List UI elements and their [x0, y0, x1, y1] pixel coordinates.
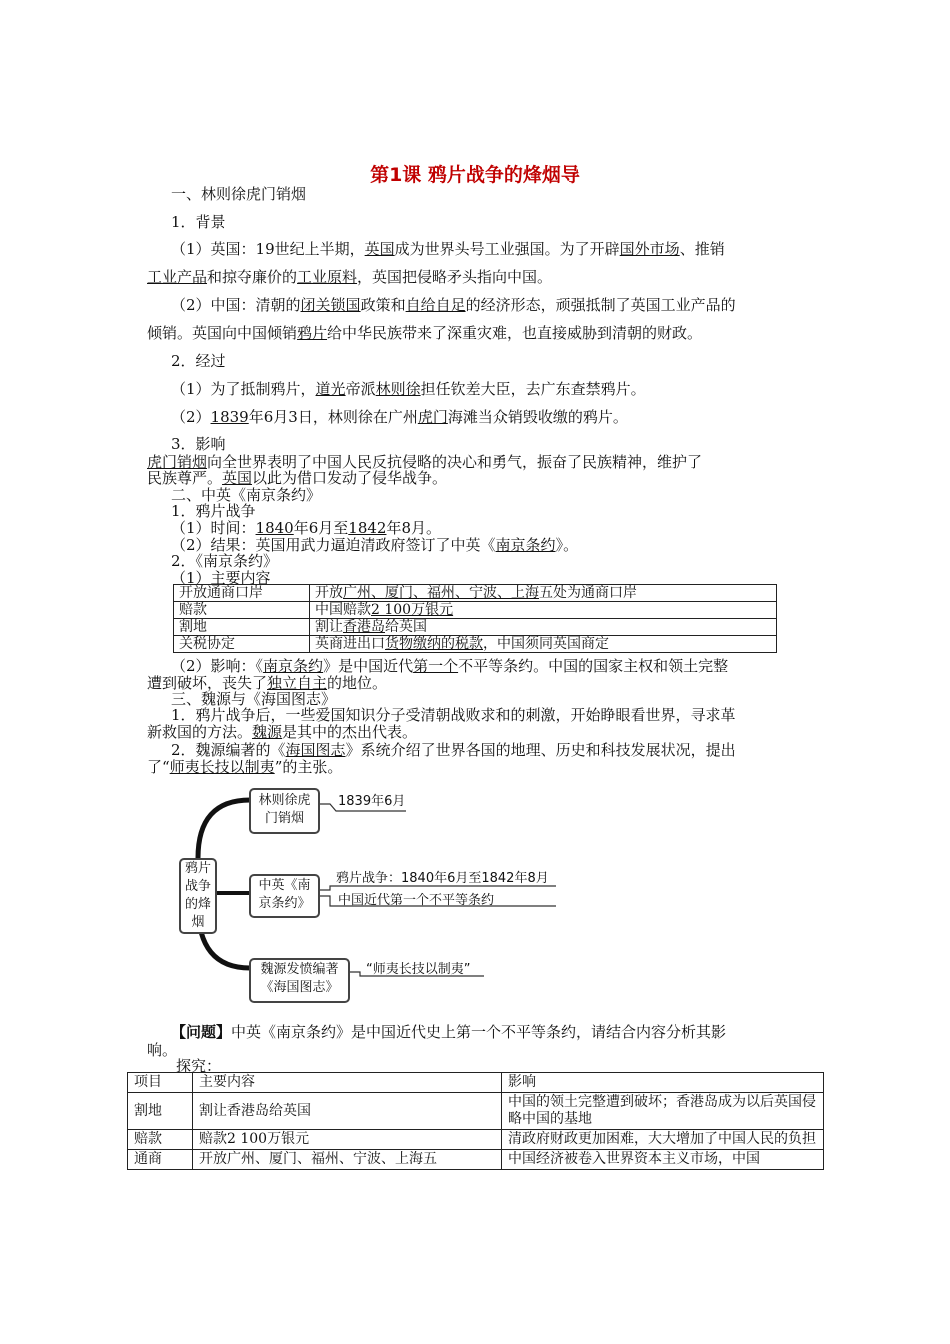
- mindmap-node-nanjing-treaty: [249, 874, 320, 918]
- table-header-row: [128, 1073, 824, 1093]
- table-cell: 割地: [174, 619, 310, 636]
- text: 给中华民族带来了深重灾难，也直接威胁到清朝的财政。: [327, 324, 703, 342]
- node-line: 林则徐虎: [258, 793, 311, 808]
- underlined-term: 第一个: [413, 657, 459, 675]
- mindmap-note-first-unequal-treaty: 中国近代第一个不平等条约: [338, 893, 495, 908]
- underlined-term: 南京条约: [495, 536, 556, 554]
- question-paragraph-cont: 响。: [147, 1041, 178, 1059]
- underlined-term: 道光: [315, 380, 346, 398]
- text: 年6月3日，林则徐在广州: [248, 408, 418, 426]
- underlined-term: 货物缴纳的税款: [385, 636, 483, 652]
- underlined-term: 魏源: [252, 723, 283, 741]
- table-row: [128, 1093, 824, 1130]
- text: 不平等条约。中国的国家主权和领土完整: [458, 657, 729, 675]
- underlined-term: 香港岛: [343, 619, 385, 635]
- war-heading: 1．鸦片战争: [171, 502, 256, 520]
- text: 中国赔款: [315, 602, 371, 618]
- text: 》系统介绍了世界各国的地理、历史和科技发展状况，提出: [345, 741, 736, 759]
- text: （2）结果：英国用武力逼迫清政府签订了中英《: [171, 536, 496, 554]
- section-1-heading: 一、林则徐虎门销烟: [171, 185, 307, 203]
- text: （1）时间：: [171, 519, 256, 537]
- page-title: 第1课 鸦片战争的烽烟导: [370, 164, 580, 186]
- table-cell: 通商: [128, 1150, 193, 1170]
- node-line: 战争: [184, 879, 211, 894]
- explore-label: 探究：: [176, 1057, 222, 1075]
- text: 海滩当众销毁收缴的鸦片。: [447, 408, 628, 426]
- text: （1）英国：19世纪上半期，: [171, 240, 365, 258]
- question-text: 中英《南京条约》是中国近代史上第一个不平等条约，请结合内容分析其影: [231, 1023, 727, 1041]
- underlined-term: 工业原料: [297, 268, 358, 286]
- table-cell: 割地: [128, 1093, 193, 1130]
- table-header-cell: 影响: [502, 1073, 824, 1093]
- text: 的地位。: [327, 674, 388, 692]
- text: 民族尊严。: [147, 469, 223, 487]
- text: 开放: [315, 585, 343, 601]
- text: 》是中国近代: [323, 657, 414, 675]
- underlined-term: 英国: [364, 240, 395, 258]
- text: 五处为通商口岸: [539, 585, 637, 601]
- underlined-term: 广州、厦门、福州、宁波、上海: [343, 585, 539, 601]
- text: 新救国的方法。: [147, 723, 253, 741]
- text: ”的主张。: [274, 758, 343, 776]
- section-2-heading: 二、中英《南京条约》: [171, 486, 322, 504]
- text: （2）: [171, 408, 211, 426]
- table-cell: 中国经济被卷入世界资本主义市场，中国: [502, 1150, 824, 1170]
- text: 以此为借口发动了侵华战争。: [252, 469, 448, 487]
- underlined-term: 虎门: [417, 408, 448, 426]
- mindmap-note-war-period: 鸦片战争：1840年6月至1842年8月: [336, 871, 549, 886]
- table-row: [128, 1130, 824, 1150]
- text: 割让: [315, 619, 343, 635]
- background-heading: 1．背景: [171, 213, 226, 231]
- table-cell: 关税协定: [174, 636, 310, 653]
- table-cell: 开放广州、厦门、福州、宁波、上海五: [193, 1150, 502, 1170]
- underlined-term: 闭关锁国: [300, 296, 361, 314]
- text: （1）为了抵制鸦片，: [171, 380, 316, 398]
- text: 2．魏源编著的《: [171, 741, 286, 759]
- table-cell: 开放通商口岸: [174, 585, 310, 602]
- underlined-term: 1842: [348, 519, 387, 537]
- mindmap-root-node: [179, 858, 217, 934]
- node-line: 烟: [191, 915, 205, 930]
- text: 年8月。: [386, 519, 442, 537]
- text: 的经济形态，顽强抵制了英国工业产品的: [465, 296, 736, 314]
- underlined-term: 1839: [210, 408, 249, 426]
- underlined-term: 南京条约: [263, 657, 324, 675]
- node-line: 的烽: [184, 897, 211, 912]
- text: ，英国把侵略矛头指向中国。: [357, 268, 553, 286]
- text: 向全世界表明了中国人民反抗侵略的决心和勇气，振奋了民族精神，维护了: [207, 453, 703, 471]
- section-3-heading: 三、魏源与《海国图志》: [171, 690, 337, 708]
- treaty-heading: 2．《南京条约》: [171, 552, 279, 570]
- underlined-term: 海国图志: [285, 741, 346, 759]
- table-cell: 赔款: [128, 1130, 193, 1150]
- underlined-term: 独立自主: [267, 674, 328, 692]
- table-cell: 赔款: [174, 602, 310, 619]
- underlined-term: 国外市场: [619, 240, 680, 258]
- table-cell: 赔款2 100万银元: [193, 1130, 502, 1150]
- underlined-term: 林则徐: [375, 380, 421, 398]
- content-heading: （1）主要内容: [171, 569, 271, 587]
- text: 遭到破坏，丧失了: [147, 674, 268, 692]
- text: 和掠夺廉价的: [207, 268, 298, 286]
- table-header-cell: 主要内容: [193, 1073, 502, 1093]
- text: ，中国须同英国商定: [483, 636, 609, 652]
- table-cell: 割让香港岛给英国: [193, 1093, 502, 1130]
- text: 》。: [555, 536, 579, 554]
- text: 是其中的杰出代表。: [282, 723, 418, 741]
- impact-heading: 3．影响: [171, 435, 226, 453]
- mindmap-node-lin-zexu: [249, 788, 320, 834]
- question-paragraph: [171, 1021, 726, 1042]
- text: （2）影响：《: [171, 657, 264, 675]
- underlined-term: 英国: [222, 469, 253, 487]
- underlined-term: 虎门销烟: [147, 453, 208, 471]
- mindmap-node-wei-yuan: [249, 958, 350, 1003]
- underlined-term: 工业产品: [147, 268, 208, 286]
- mindmap-note-slogan: “师夷长技以制夷”: [366, 962, 471, 977]
- text: 英商进出口: [315, 636, 385, 652]
- underlined-term: 1840: [255, 519, 294, 537]
- question-label: 【问题】: [171, 1023, 232, 1041]
- mindmap-note-1839: 1839年6月: [338, 794, 406, 809]
- text: 年6月至: [293, 519, 349, 537]
- underlined-term: 鸦片: [297, 324, 328, 342]
- node-line: 魏源发愤编著: [260, 962, 339, 977]
- node-line: 鸦片: [184, 861, 211, 876]
- node-line: 中英《南: [258, 878, 311, 893]
- text: 政策和: [360, 296, 406, 314]
- table-cell: 中国的领土完整遭到破坏；香港岛成为以后英国侵略中国的基地: [502, 1093, 824, 1130]
- text: 成为世界头号工业强国。为了开辟: [394, 240, 620, 258]
- node-line: 门销烟: [264, 811, 304, 826]
- text: 、推销: [679, 240, 725, 258]
- node-line: 京条约》: [258, 896, 311, 911]
- underlined-term: 师夷长技以制夷: [169, 758, 275, 776]
- text: 倾销。英国向中国倾销: [147, 324, 298, 342]
- course-heading: 2．经过: [171, 352, 226, 370]
- section-3-paragraph-1: 1．鸦片战争后，一些爱国知识分子受清朝战败求和的刺激，开始睁眼看世界，寻求革: [171, 706, 736, 724]
- underlined-term: 自给自足: [405, 296, 466, 314]
- table-row: [128, 1150, 824, 1170]
- table-header-cell: 项目: [128, 1073, 193, 1093]
- table-cell: 清政府财政更加困难，大大增加了中国人民的负担: [502, 1130, 824, 1150]
- node-line: 《海国图志》: [260, 980, 339, 995]
- analysis-table: [127, 1072, 824, 1170]
- text: 了“: [147, 758, 170, 776]
- text: 帝派: [345, 380, 376, 398]
- text: （2）中国：清朝的: [171, 296, 301, 314]
- text: 担任钦差大臣，去广东查禁鸦片。: [420, 380, 646, 398]
- underlined-term: 2 100万银元: [371, 602, 454, 618]
- text: 给英国: [385, 619, 427, 635]
